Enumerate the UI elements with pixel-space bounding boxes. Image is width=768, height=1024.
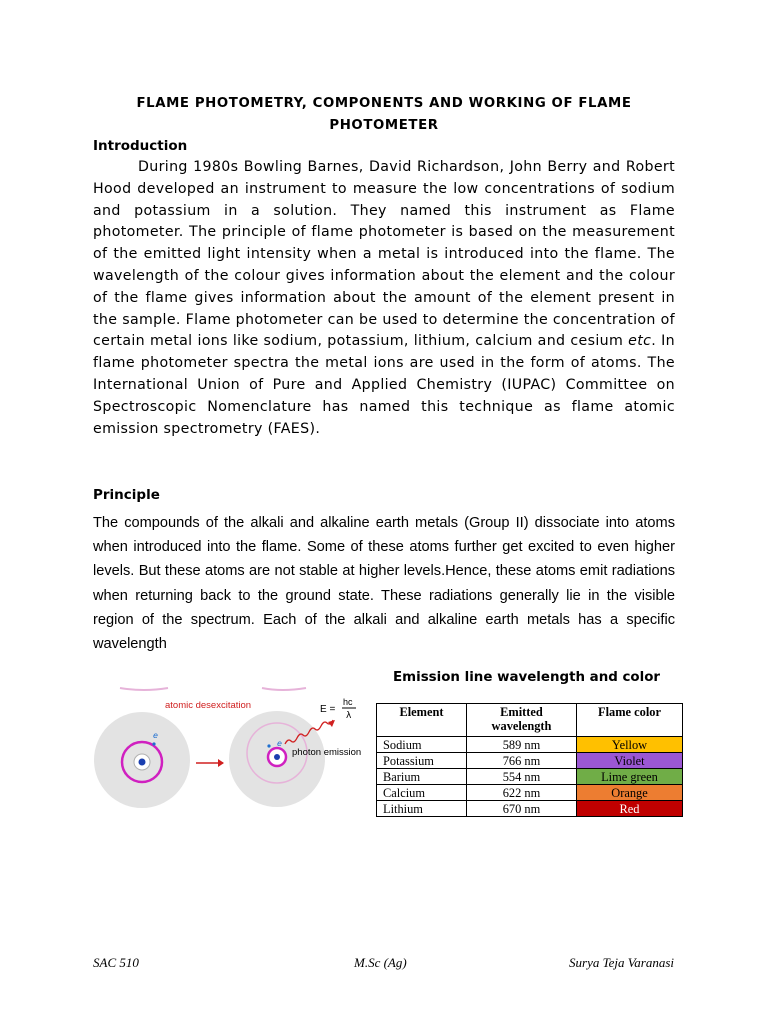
emission-table-title: Emission line wavelength and color [393, 670, 661, 685]
table-row [377, 785, 683, 801]
atomic-desexcitation-label: atomic desexcitation [165, 700, 252, 711]
element-cell: Calcium [377, 785, 467, 801]
introduction-text-italic: etc [628, 333, 652, 350]
wavelength-cell: 589 nm [467, 737, 577, 753]
document-title: FLAME PHOTOMETRY, COMPONENTS AND WORKING OF FLAME PHOTOMETER [136, 96, 632, 133]
energy-formula-lhs: E = [320, 704, 336, 715]
atomic-emission-diagram [92, 686, 372, 826]
flame-color-cell: Yellow [577, 737, 683, 753]
table-row [377, 769, 683, 785]
table-row [377, 737, 683, 753]
element-cell: Lithium [377, 801, 467, 817]
energy-formula-denominator: λ [346, 711, 352, 721]
header-element: Element [377, 704, 467, 737]
introduction-text-part1: During 1980s Bowling Barnes, David Richardson, John Berry and Robert Hood developed an instrument to measure the low concentrations of sodium and potassium in a solution. They named this instrument as Flame photometer. The principle of flame photometer is based on the measurement of the emitted light intensity when a metal is introduced into the flame. The wavelength of the colour gives information about the element and the colour of the flame gives information about the amount of the element present in the sample. Flame photometer can be used to determine the concentration of certain metal ions like sodium, potassium, lithium, calcium and cesium [93, 159, 675, 350]
energy-formula-numerator: hc [343, 697, 353, 707]
flame-color-cell: Orange [577, 785, 683, 801]
introduction-text-part2: . In flame photometer spectra the metal ions are used in the form of atoms. The International Union of Pure and Applied Chemistry (IUPAC) Committee on Spectroscopic Nomenclature has named this technique as flame atomic emission spectrometry (FAES). [93, 333, 675, 437]
wavelength-cell: 670 nm [467, 801, 577, 817]
element-cell: Sodium [377, 737, 467, 753]
wavelength-cell: 622 nm [467, 785, 577, 801]
header-flame-color: Flame color [577, 704, 683, 737]
right-electron [267, 744, 270, 747]
element-cell: Potassium [377, 753, 467, 769]
principle-heading: Principle [93, 487, 160, 503]
wavelength-cell: 766 nm [467, 753, 577, 769]
table-row [377, 753, 683, 769]
flame-color-cell: Red [577, 801, 683, 817]
photon-emission-label: photon emission [292, 747, 362, 758]
right-nucleus [274, 754, 280, 760]
top-arc-left [120, 688, 168, 690]
top-arc-right [262, 688, 306, 690]
wavelength-cell: 554 nm [467, 769, 577, 785]
left-electron [152, 742, 155, 745]
principle-paragraph: The compounds of the alkali and alkaline earth metals (Group II) dissociate into atoms when introduced into the flame. Some of these atoms further get excited to even higher levels. But these atoms are not stable at higher levels.Hence, these atoms emit radiations when returning back to the ground state. These radiations generally lie in the visible region of the spectrum. Each of the alkali and alkaline earth metals has a specific wavelength [93, 515, 675, 653]
footer-degree: M.Sc (Ag) [354, 955, 407, 970]
element-cell: Barium [377, 769, 467, 785]
left-nucleus [139, 759, 146, 766]
transition-arrow-head [218, 759, 224, 767]
introduction-paragraph [93, 157, 675, 440]
header-wavelength: Emitted wavelength [467, 704, 577, 737]
footer-author: Surya Teja Varanasi [569, 955, 674, 970]
left-electron-label: e [153, 731, 158, 740]
emission-table-header-row [377, 704, 683, 737]
table-row [377, 801, 683, 817]
flame-color-cell: Lime green [577, 769, 683, 785]
introduction-heading: Introduction [93, 138, 188, 154]
footer-course-code: SAC 510 [93, 955, 139, 970]
flame-color-cell: Violet [577, 753, 683, 769]
right-electron-label: e [277, 739, 282, 748]
emission-table [376, 703, 683, 817]
